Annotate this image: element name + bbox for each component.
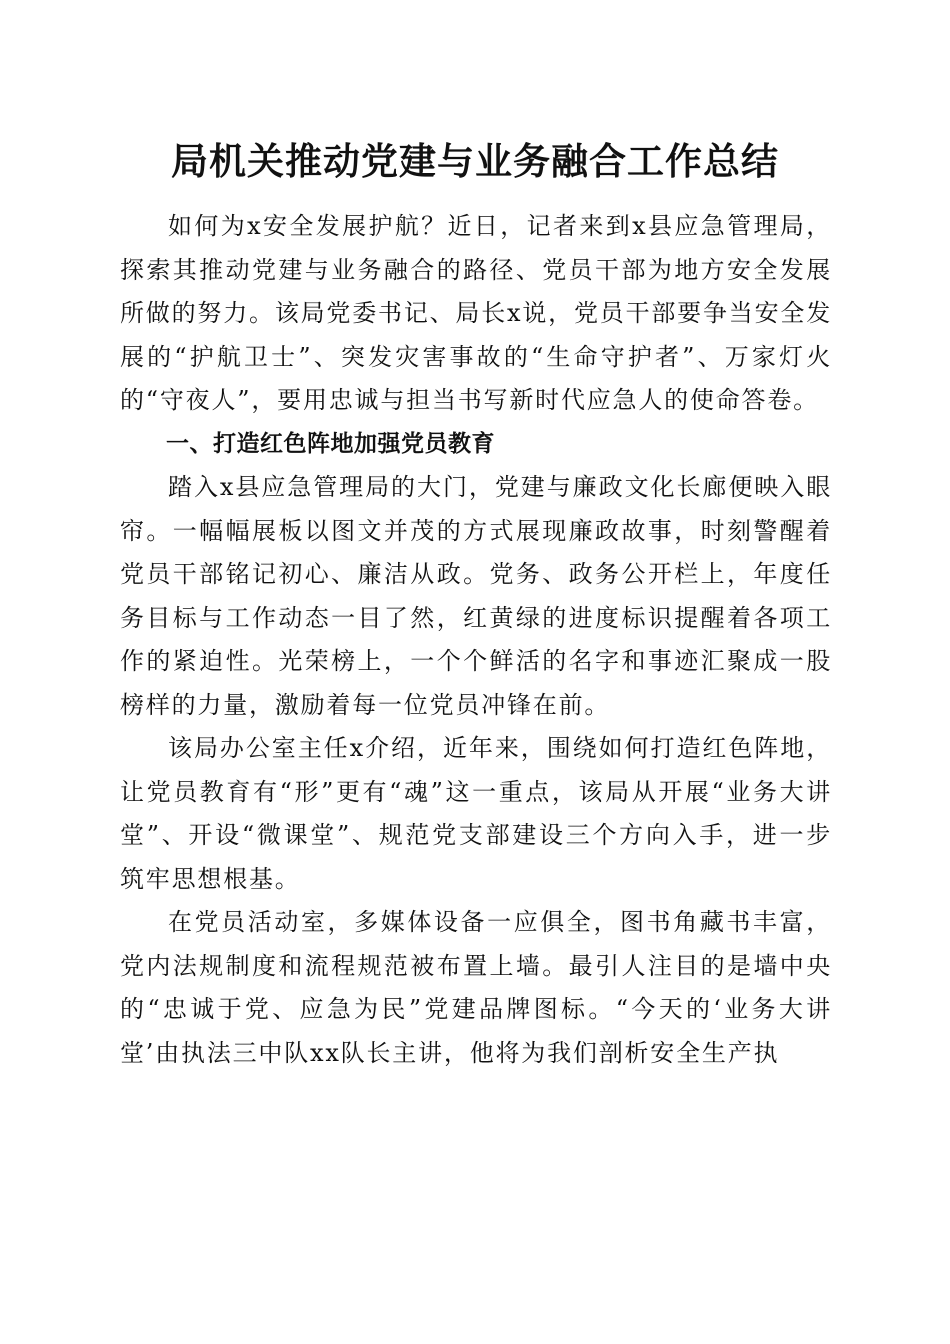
intro-paragraph: 如何为x安全发展护航？近日，记者来到x县应急管理局，探索其推动党建与业务融合的路径、党员干部为地方安全发展所做的努力。该局党委书记、局长x说，党员干部要争当安全发展的“护航卫士”、突发灾害事故的“生命守护者”、万家灯火的“守夜人”，要用忠诚与担当书写新时代应急人的使命答卷。: [120, 212, 832, 414]
section-heading-1: 一、打造红色阵地加强党员教育: [166, 430, 495, 457]
body-paragraph-1: 踏入x县应急管理局的大门，党建与廉政文化长廊便映入眼帘。一幅幅展板以图文并茂的方式展现廉政故事，时刻警醒着党员干部铭记初心、廉洁从政。党务、政务公开栏上，年度任务目标与工作动态一目了然，红黄绿的进度标识提醒着各项工作的紧迫性。光荣榜上，一个个鲜活的名字和事迹汇聚成一股榜样的力量，激励着每一位党员冲锋在前。: [120, 473, 832, 719]
document-title: 局机关推动党建与业务融合工作总结: [171, 139, 779, 183]
body-paragraph-2: 该局办公室主任x介绍，近年来，围绕如何打造红色阵地，让党员教育有“形”更有“魂”这一重点，该局从开展“业务大讲堂”、开设“微课堂”、规范党支部建设三个方向入手，进一步筑牢思想根基。: [120, 734, 832, 893]
body-paragraph-3: 在党员活动室，多媒体设备一应俱全，图书角藏书丰富，党内法规制度和流程规范被布置上墙。最引人注目的是墙中央的“忠诚于党、应急为民”党建品牌图标。“今天的‘业务大讲堂’由执法三中队xx队长主讲，他将为我们剖析安全生产执: [120, 908, 832, 1067]
document-body: [120, 205, 832, 1075]
